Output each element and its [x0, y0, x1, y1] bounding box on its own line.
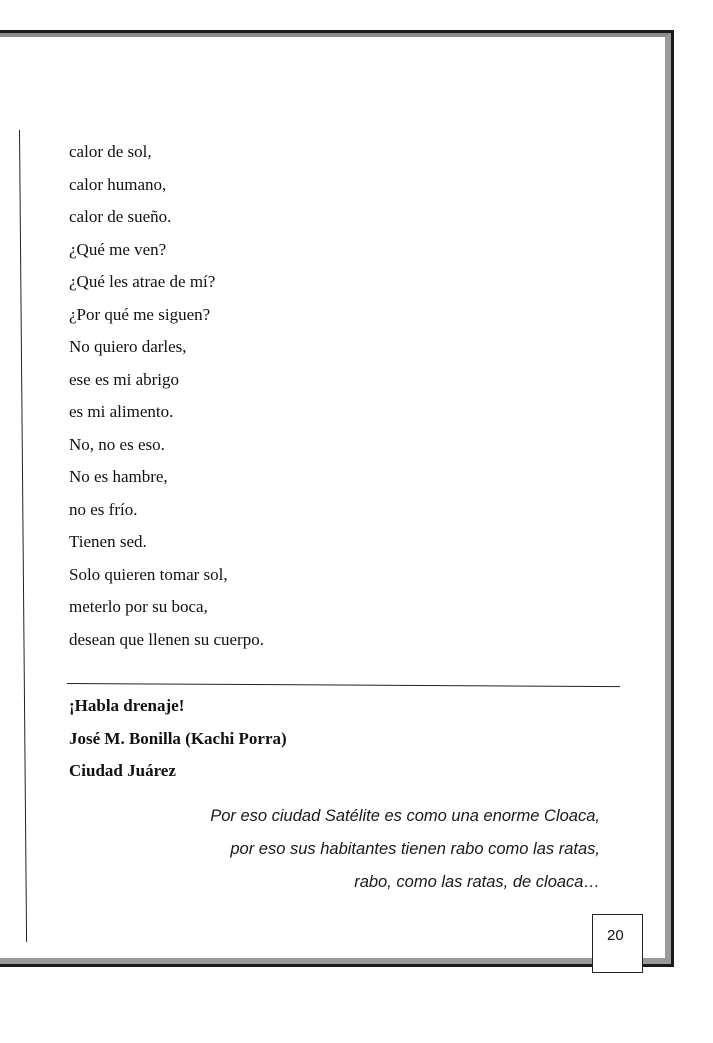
poem-line: No es hambre,: [69, 467, 168, 486]
epigraph: [210, 800, 600, 899]
poem-line: ¿Por qué me siguen?: [69, 304, 211, 324]
poem-line: Tienen sed.: [69, 532, 147, 551]
poem-line: no es frío.: [69, 499, 138, 519]
poem-line: es mi alimento.: [69, 402, 174, 421]
poem-line: calor humano,: [69, 174, 167, 194]
poem-line: No quiero darles,: [69, 337, 187, 356]
page-number: 20: [607, 927, 624, 944]
poem-line: Solo quieren tomar sol,: [69, 564, 228, 584]
poem-line: calor de sueño.: [69, 207, 172, 226]
piece-title: ¡Habla drenaje!: [69, 696, 185, 715]
epigraph-line: rabo, como las ratas, de cloaca…: [354, 873, 600, 891]
poem-line: ¿Qué me ven?: [69, 239, 167, 259]
poem-line: ¿Qué les atrae de mí?: [69, 272, 216, 291]
poem-line: meterlo por su boca,: [69, 597, 208, 616]
epigraph-line: Por eso ciudad Satélite es como una enorme Cloaca,: [210, 807, 600, 825]
poem-line: No, no es eso.: [69, 434, 165, 454]
piece-author: José M. Bonilla (Kachi Porra): [69, 728, 287, 748]
next-piece-heading: [69, 690, 287, 788]
poem-line: desean que llenen su cuerpo.: [69, 629, 264, 649]
piece-place: Ciudad Juárez: [69, 761, 176, 780]
poem-line: ese es mi abrigo: [69, 369, 179, 389]
page-number-box: [592, 914, 643, 973]
epigraph-line: por eso sus habitantes tienen rabo como las ratas,: [230, 840, 600, 858]
poem: [69, 136, 264, 656]
poem-line: calor de sol,: [69, 142, 152, 161]
